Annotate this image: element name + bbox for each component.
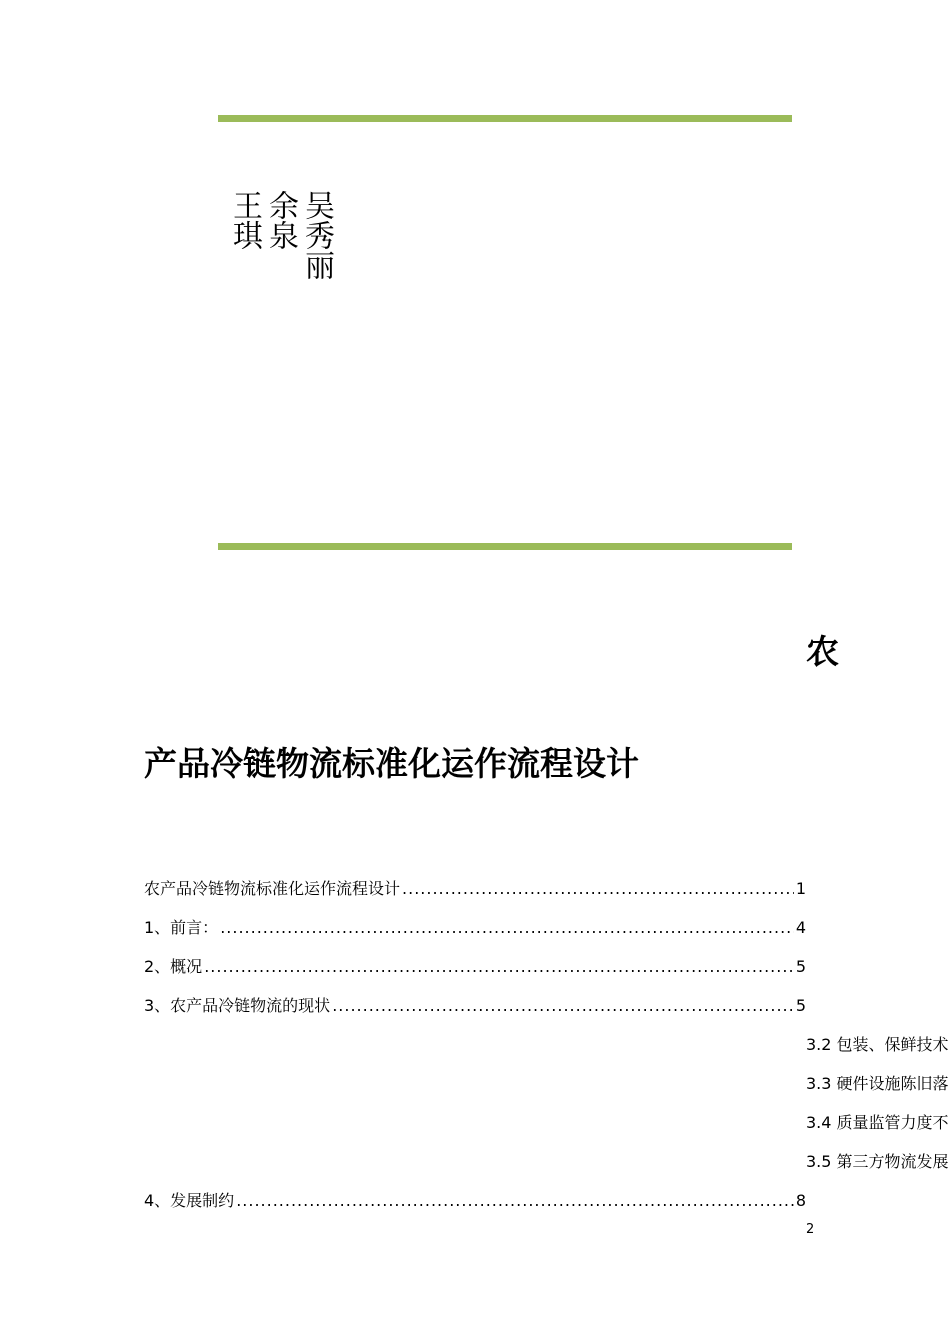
document-title-first-char: 农 bbox=[806, 632, 839, 671]
toc-entry-page: 5 bbox=[795, 957, 806, 976]
toc-entry-label: 3、农产品冷链物流的现状 bbox=[144, 996, 331, 1015]
author-name: 余泉 bbox=[263, 190, 298, 250]
toc-entry-label: 4、发展制约 bbox=[144, 1191, 235, 1210]
toc-subentry[interactable]: 3.4 质量监管力度不 bbox=[806, 1113, 949, 1132]
toc-entry-label: 2、概况 bbox=[144, 957, 203, 976]
toc-leader-dots bbox=[220, 916, 794, 940]
toc-leader-dots bbox=[332, 994, 794, 1018]
toc-leader-dots bbox=[204, 955, 794, 979]
toc-entry-label: 农产品冷链物流标准化运作流程设计 bbox=[144, 879, 401, 898]
toc-entry[interactable] bbox=[144, 955, 806, 979]
toc-entry-label: 1、前言： bbox=[144, 918, 219, 937]
toc-subentry[interactable]: 3.3 硬件设施陈旧落 bbox=[806, 1074, 949, 1093]
authors-block bbox=[226, 190, 334, 300]
toc-entry[interactable] bbox=[144, 1189, 806, 1213]
top-divider bbox=[218, 115, 792, 122]
toc-entry[interactable] bbox=[144, 916, 806, 940]
author-name: 王琪 bbox=[227, 190, 262, 250]
author-name: 吴秀丽 bbox=[299, 190, 334, 280]
toc-entry-page: 4 bbox=[795, 918, 806, 937]
toc-entry[interactable] bbox=[144, 877, 806, 901]
toc-leader-dots bbox=[236, 1189, 794, 1213]
toc-leader-dots bbox=[402, 877, 794, 901]
page-number: 2 bbox=[806, 1222, 815, 1237]
bottom-divider bbox=[218, 543, 792, 550]
toc-subentry[interactable]: 3.2 包装、保鲜技术 bbox=[806, 1035, 949, 1054]
toc-entry-page: 5 bbox=[795, 996, 806, 1015]
document-title: 产品冷链物流标准化运作流程设计 bbox=[144, 744, 639, 783]
toc-entry[interactable] bbox=[144, 994, 806, 1018]
toc-entry-page: 1 bbox=[795, 879, 806, 898]
toc-entry-page: 8 bbox=[795, 1191, 806, 1210]
toc-subentry[interactable]: 3.5 第三方物流发展 bbox=[806, 1152, 949, 1171]
